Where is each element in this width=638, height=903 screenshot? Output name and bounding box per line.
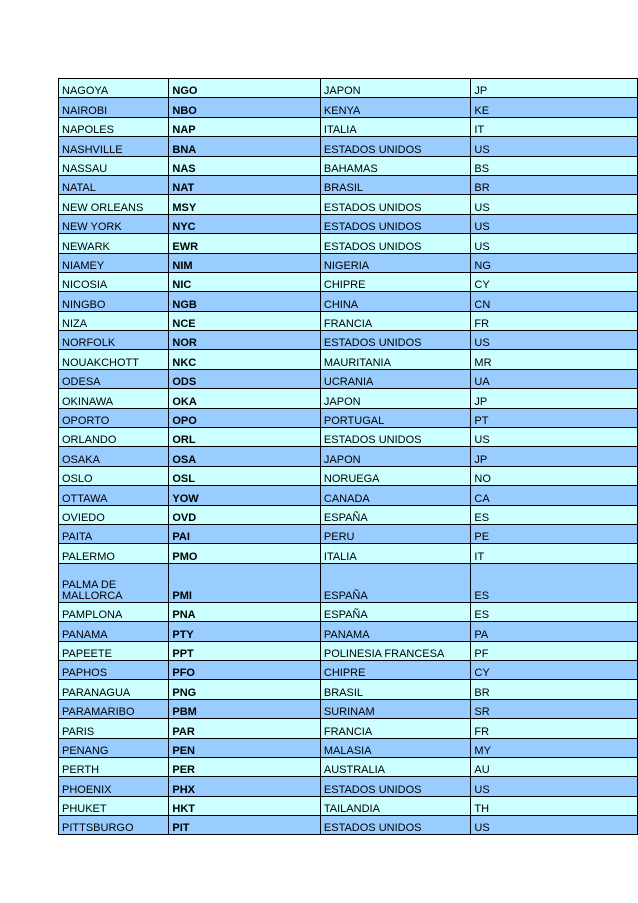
code-cell: PPT (169, 641, 321, 660)
table-row (59, 466, 638, 485)
city-cell: PARANAGUA (59, 680, 169, 699)
city-cell: PARIS (59, 719, 169, 738)
city-cell: PERTH (59, 757, 169, 776)
city-cell: PAPHOS (59, 660, 169, 679)
table-row (59, 117, 638, 136)
iso-cell: KE (471, 98, 638, 117)
table-row (59, 505, 638, 524)
code-cell: NAP (169, 117, 321, 136)
city-cell: NEWARK (59, 234, 169, 253)
iso-cell: UA (471, 369, 638, 388)
code-cell: NKC (169, 350, 321, 369)
country-cell: JAPON (320, 79, 471, 98)
city-cell: OPORTO (59, 408, 169, 427)
iso-cell: US (471, 195, 638, 214)
code-cell: PNA (169, 602, 321, 621)
city-cell: ODESA (59, 369, 169, 388)
country-cell: TAILANDIA (320, 796, 471, 815)
city-cell: NIZA (59, 311, 169, 330)
table-row (59, 311, 638, 330)
code-cell: NIM (169, 253, 321, 272)
iso-cell: AU (471, 757, 638, 776)
code-cell: OVD (169, 505, 321, 524)
city-cell: OKINAWA (59, 389, 169, 408)
city-cell: OTTAWA (59, 486, 169, 505)
iso-cell: JP (471, 447, 638, 466)
iso-cell: US (471, 777, 638, 796)
table-row (59, 195, 638, 214)
iso-cell: CY (471, 660, 638, 679)
iso-cell: ES (471, 602, 638, 621)
city-cell: OSLO (59, 466, 169, 485)
city-cell: PAPEETE (59, 641, 169, 660)
iso-cell: CN (471, 292, 638, 311)
city-cell: NEW ORLEANS (59, 195, 169, 214)
table-row (59, 486, 638, 505)
table-row (59, 272, 638, 291)
code-cell: ORL (169, 428, 321, 447)
city-cell: PAITA (59, 524, 169, 543)
country-cell: PORTUGAL (320, 408, 471, 427)
code-cell: OPO (169, 408, 321, 427)
code-cell: PAI (169, 524, 321, 543)
code-cell: EWR (169, 234, 321, 253)
code-cell: NIC (169, 272, 321, 291)
city-cell: NAPOLES (59, 117, 169, 136)
city-cell: PARAMARIBO (59, 699, 169, 718)
table-row (59, 719, 638, 738)
iso-cell: US (471, 137, 638, 156)
iso-cell: US (471, 214, 638, 233)
iso-cell: CY (471, 272, 638, 291)
code-cell: PIT (169, 816, 321, 835)
code-cell: NGO (169, 79, 321, 98)
table-row (59, 428, 638, 447)
iso-cell: IT (471, 117, 638, 136)
country-cell: MALASIA (320, 738, 471, 757)
country-cell: ESPAÑA (320, 602, 471, 621)
code-cell: BNA (169, 137, 321, 156)
table-row (59, 389, 638, 408)
country-cell: SURINAM (320, 699, 471, 718)
table-row (59, 137, 638, 156)
city-cell: NAIROBI (59, 98, 169, 117)
country-cell: BRASIL (320, 680, 471, 699)
table-row (59, 350, 638, 369)
city-cell: PHOENIX (59, 777, 169, 796)
city-cell: NINGBO (59, 292, 169, 311)
table-row (59, 544, 638, 563)
city-cell: PANAMA (59, 622, 169, 641)
iso-cell: BS (471, 156, 638, 175)
country-cell: CHINA (320, 292, 471, 311)
city-cell: OVIEDO (59, 505, 169, 524)
country-cell: UCRANIA (320, 369, 471, 388)
table-row (59, 796, 638, 815)
iso-cell: FR (471, 311, 638, 330)
iso-cell: IT (471, 544, 638, 563)
city-cell: PITTSBURGO (59, 816, 169, 835)
country-cell: JAPON (320, 447, 471, 466)
city-cell: PHUKET (59, 796, 169, 815)
country-cell: ESTADOS UNIDOS (320, 137, 471, 156)
table-row (59, 408, 638, 427)
city-cell: NATAL (59, 175, 169, 194)
iso-cell: CA (471, 486, 638, 505)
country-cell: CHIPRE (320, 272, 471, 291)
country-cell: CHIPRE (320, 660, 471, 679)
table-row (59, 660, 638, 679)
country-cell: POLINESIA FRANCESA (320, 641, 471, 660)
table-row (59, 175, 638, 194)
country-cell: JAPON (320, 389, 471, 408)
iso-cell: PF (471, 641, 638, 660)
iso-cell: US (471, 234, 638, 253)
table-row (59, 524, 638, 543)
country-cell: CANADA (320, 486, 471, 505)
code-cell: YOW (169, 486, 321, 505)
iso-cell: US (471, 428, 638, 447)
country-cell: KENYA (320, 98, 471, 117)
table-row (59, 699, 638, 718)
code-cell: OKA (169, 389, 321, 408)
iso-cell: BR (471, 680, 638, 699)
code-cell: PTY (169, 622, 321, 641)
code-cell: OSA (169, 447, 321, 466)
country-cell: ESPAÑA (320, 505, 471, 524)
code-cell: PHX (169, 777, 321, 796)
country-cell: ESTADOS UNIDOS (320, 234, 471, 253)
country-cell: ESTADOS UNIDOS (320, 195, 471, 214)
code-cell: PMI (169, 563, 321, 602)
iso-cell: ES (471, 505, 638, 524)
table-row (59, 331, 638, 350)
city-cell: NORFOLK (59, 331, 169, 350)
iso-cell: MY (471, 738, 638, 757)
table-row (59, 369, 638, 388)
country-cell: NIGERIA (320, 253, 471, 272)
country-cell: AUSTRALIA (320, 757, 471, 776)
table-row (59, 622, 638, 641)
iso-cell: TH (471, 796, 638, 815)
code-cell: NOR (169, 331, 321, 350)
table-row (59, 738, 638, 757)
code-cell: NGB (169, 292, 321, 311)
country-cell: ESTADOS UNIDOS (320, 331, 471, 350)
city-cell: NOUAKCHOTT (59, 350, 169, 369)
country-cell: ESPAÑA (320, 563, 471, 602)
country-cell: MAURITANIA (320, 350, 471, 369)
country-cell: PERU (320, 524, 471, 543)
code-cell: HKT (169, 796, 321, 815)
city-cell: NASHVILLE (59, 137, 169, 156)
code-cell: PNG (169, 680, 321, 699)
country-cell: ESTADOS UNIDOS (320, 214, 471, 233)
code-cell: PER (169, 757, 321, 776)
table-row (59, 777, 638, 796)
iso-cell: FR (471, 719, 638, 738)
country-cell: ESTADOS UNIDOS (320, 816, 471, 835)
city-cell: NIAMEY (59, 253, 169, 272)
code-cell: NAT (169, 175, 321, 194)
table-row (59, 563, 638, 602)
code-cell: PEN (169, 738, 321, 757)
code-cell: NCE (169, 311, 321, 330)
code-cell: NAS (169, 156, 321, 175)
airport-codes-table (58, 78, 638, 835)
country-cell: NORUEGA (320, 466, 471, 485)
code-cell: PMO (169, 544, 321, 563)
city-cell: PALMA DE MALLORCA (59, 563, 169, 602)
table-row (59, 234, 638, 253)
iso-cell: ES (471, 563, 638, 602)
country-cell: ESTADOS UNIDOS (320, 428, 471, 447)
code-cell: OSL (169, 466, 321, 485)
iso-cell: US (471, 331, 638, 350)
country-cell: ITALIA (320, 117, 471, 136)
iso-cell: SR (471, 699, 638, 718)
iso-cell: PE (471, 524, 638, 543)
country-cell: FRANCIA (320, 311, 471, 330)
iso-cell: PT (471, 408, 638, 427)
code-cell: PAR (169, 719, 321, 738)
iso-cell: NG (471, 253, 638, 272)
table-row (59, 447, 638, 466)
country-cell: ESTADOS UNIDOS (320, 777, 471, 796)
table-row (59, 757, 638, 776)
iso-cell: MR (471, 350, 638, 369)
country-cell: FRANCIA (320, 719, 471, 738)
table-row (59, 253, 638, 272)
iso-cell: NO (471, 466, 638, 485)
table-row (59, 680, 638, 699)
iso-cell: PA (471, 622, 638, 641)
country-cell: BRASIL (320, 175, 471, 194)
table-row (59, 602, 638, 621)
city-cell: NICOSIA (59, 272, 169, 291)
table-row (59, 156, 638, 175)
iso-cell: JP (471, 79, 638, 98)
table-row (59, 214, 638, 233)
table-body (59, 79, 638, 835)
code-cell: ODS (169, 369, 321, 388)
table-row (59, 98, 638, 117)
city-cell: PENANG (59, 738, 169, 757)
city-cell: ORLANDO (59, 428, 169, 447)
table-row (59, 816, 638, 835)
iso-cell: JP (471, 389, 638, 408)
city-cell: OSAKA (59, 447, 169, 466)
country-cell: BAHAMAS (320, 156, 471, 175)
country-cell: PANAMA (320, 622, 471, 641)
city-cell: PAMPLONA (59, 602, 169, 621)
iso-cell: US (471, 816, 638, 835)
country-cell: ITALIA (320, 544, 471, 563)
table-row (59, 641, 638, 660)
city-cell: NASSAU (59, 156, 169, 175)
table-row (59, 79, 638, 98)
code-cell: PBM (169, 699, 321, 718)
code-cell: NBO (169, 98, 321, 117)
city-cell: PALERMO (59, 544, 169, 563)
code-cell: NYC (169, 214, 321, 233)
iso-cell: BR (471, 175, 638, 194)
code-cell: MSY (169, 195, 321, 214)
city-cell: NEW YORK (59, 214, 169, 233)
code-cell: PFO (169, 660, 321, 679)
table-row (59, 292, 638, 311)
city-cell: NAGOYA (59, 79, 169, 98)
